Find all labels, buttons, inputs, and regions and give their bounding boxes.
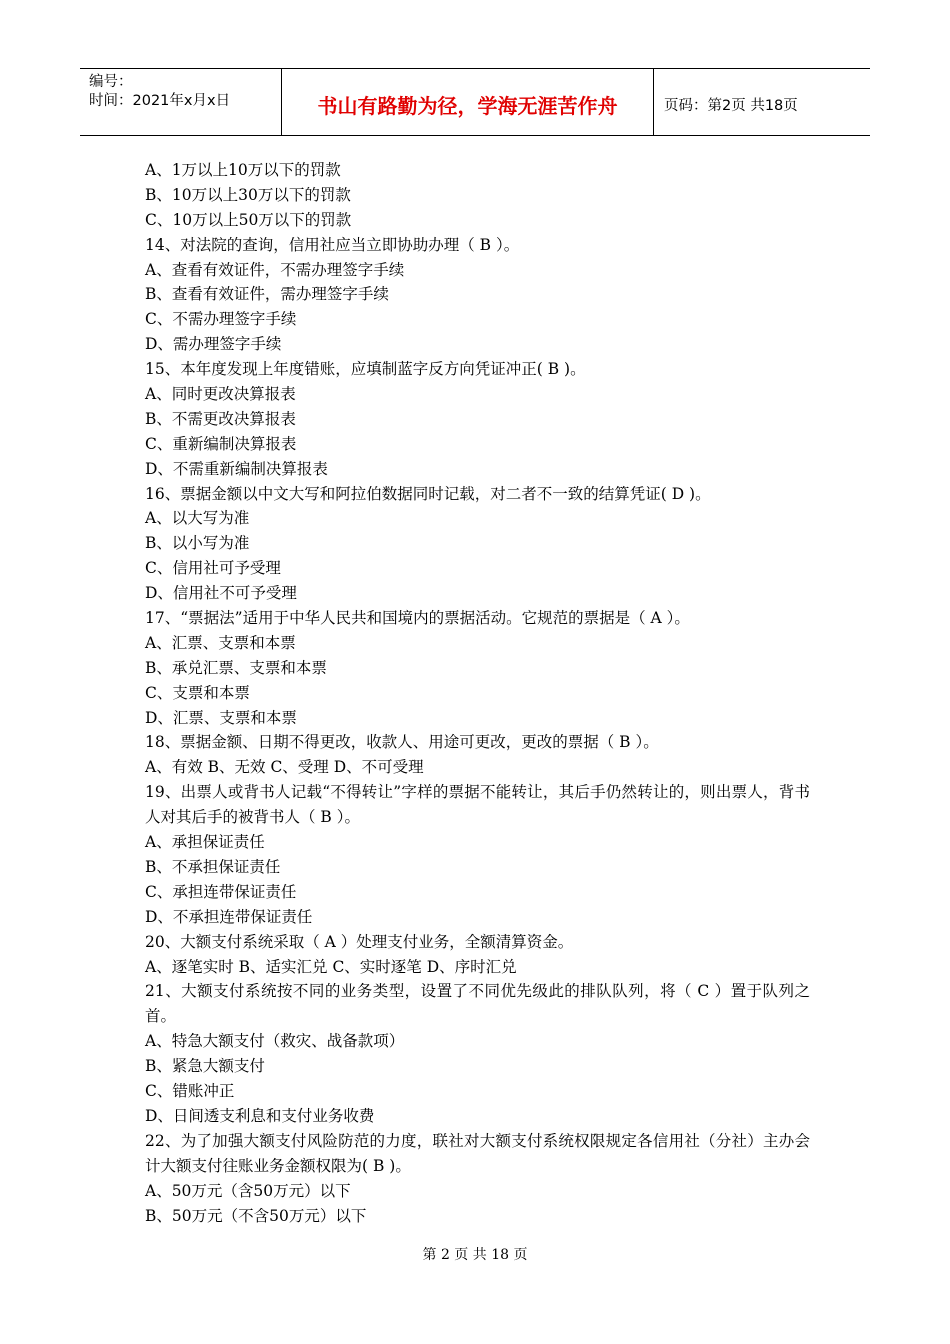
text-line: C、支票和本票 <box>145 683 250 702</box>
text-line: A、以大写为准 <box>145 509 250 528</box>
text-line: C、错账冲正 <box>145 1082 235 1101</box>
header-page-info: 页码：第2页 共18页 <box>664 97 798 114</box>
text-line: A、汇票、支票和本票 <box>145 633 296 652</box>
question-line: 14、对法院的查询，信用社应当立即协助办理（ B ）。 <box>145 235 520 254</box>
page-header <box>80 68 870 136</box>
header-meta <box>80 69 282 135</box>
text-line: C、承担连带保证责任 <box>145 882 297 901</box>
question-line: 20、大额支付系统采取（ A ）处理支付业务，全额清算资金。 <box>145 932 574 951</box>
text-line: B、10万以上30万以下的罚款 <box>145 185 351 204</box>
document-number-label: 编号： <box>89 74 133 90</box>
question-line: 19、出票人或背书人记载“不得转让”字样的票据不能转让，其后手仍然转让的，则出票人，背书人对其后手的被背书人（ B ）。 <box>145 783 810 827</box>
page-footer: 第 2 页 共 18 页 <box>422 1247 528 1263</box>
text-line: B、50万元（不含50万元）以下 <box>145 1206 367 1225</box>
text-line: C、信用社可予受理 <box>145 559 281 578</box>
text-line: A、查看有效证件，不需办理签字手续 <box>145 260 405 279</box>
question-line: 16、票据金额以中文大写和阿拉伯数据同时记载，对二者不一致的结算凭证( D )。 <box>145 484 711 503</box>
text-line: C、重新编制决算报表 <box>145 434 297 453</box>
text-line: A、1万以上10万以下的罚款 <box>145 161 341 179</box>
text-line: C、不需办理签字手续 <box>145 310 297 329</box>
text-line: B、以小写为准 <box>145 534 250 553</box>
text-line: D、信用社不可予受理 <box>145 584 297 603</box>
text-line: B、紧急大额支付 <box>145 1057 265 1076</box>
text-line: D、汇票、支票和本票 <box>145 708 297 727</box>
text-line: A、逐笔实时 B、适实汇兑 C、实时逐笔 D、序时汇兑 <box>145 957 517 976</box>
text-line: A、特急大额支付（救灾、战备款项） <box>145 1032 405 1051</box>
text-line: D、不需重新编制决算报表 <box>145 459 328 478</box>
text-line: D、需办理签字手续 <box>145 335 282 354</box>
text-line: A、50万元（含50万元）以下 <box>145 1181 351 1200</box>
text-line: B、不承担保证责任 <box>145 857 281 876</box>
text-line: A、承担保证责任 <box>145 833 265 852</box>
text-line: B、承兑汇票、支票和本票 <box>145 658 327 677</box>
header-motto: 书山有路勤为径，学海无涯苦作舟 <box>282 69 654 135</box>
question-line: 15、本年度发现上年度错账，应填制蓝字反方向凭证冲正( B )。 <box>145 360 586 379</box>
text-line: A、有效 B、无效 C、受理 D、不可受理 <box>145 758 424 777</box>
document-time-label: 时间：2021年x月x日 <box>89 93 231 109</box>
text-line: C、10万以上50万以下的罚款 <box>145 210 352 229</box>
question-line: 18、票据金额、日期不得更改，收款人、用途可更改，更改的票据（ B ）。 <box>145 733 659 752</box>
question-line: 21、大额支付系统按不同的业务类型，设置了不同优先级此的排队队列，将（ C ）置于队列之首。 <box>145 982 810 1026</box>
text-line: D、不承担连带保证责任 <box>145 907 313 926</box>
question-line: 17、“票据法”适用于中华人民共和国境内的票据活动。它规范的票据是（ A ）。 <box>145 609 690 628</box>
text-line: A、同时更改决算报表 <box>145 385 296 404</box>
question-line: 22、为了加强大额支付风险防范的力度，联社对大额支付系统权限规定各信用社（分社）主办会计大额支付往账业务金额权限为( B )。 <box>145 1131 810 1175</box>
text-line: B、查看有效证件，需办理签字手续 <box>145 285 389 304</box>
document-body <box>145 158 810 1228</box>
text-line: B、不需更改决算报表 <box>145 409 296 428</box>
text-line: D、日间透支利息和支付业务收费 <box>145 1106 375 1125</box>
